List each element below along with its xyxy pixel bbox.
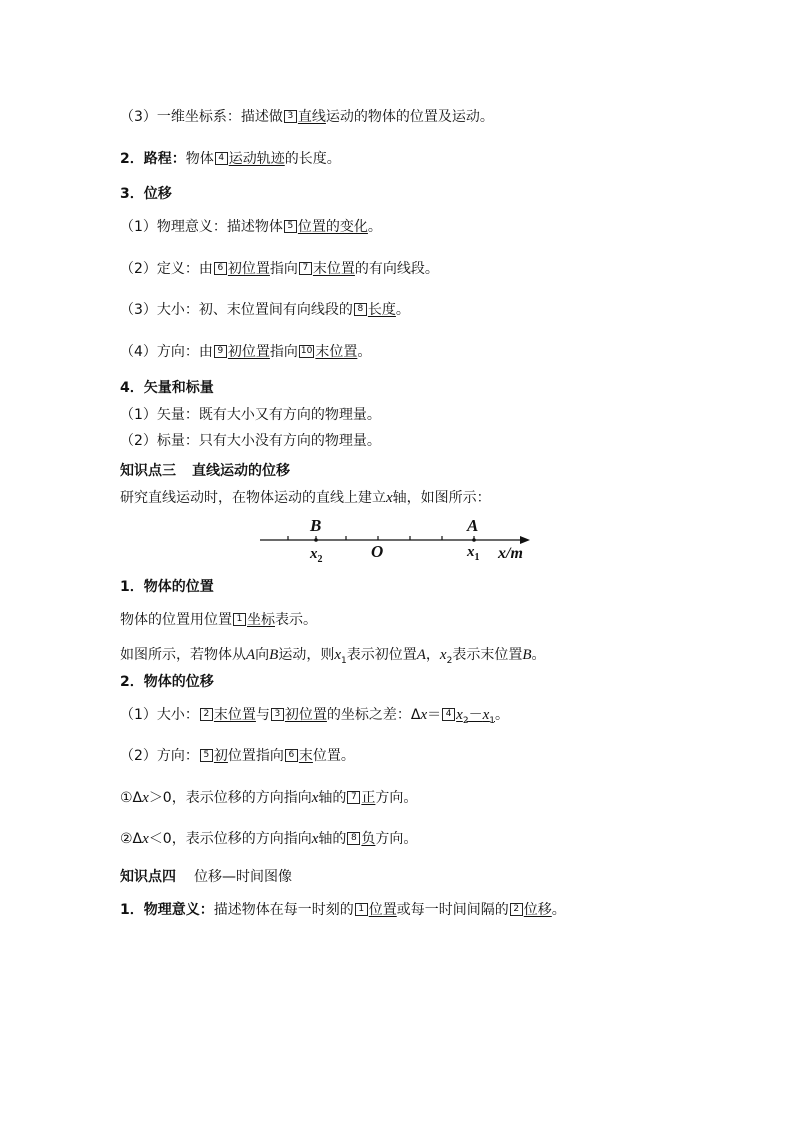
- blank-number-box: 2: [200, 708, 213, 721]
- blank-number-box: 8: [347, 832, 360, 845]
- line-xt-meaning: 1．物理意义：描述物体在每一时刻的 1 位置或每一时间间隔的 2 位移。: [120, 902, 566, 918]
- blank-number-box: 5: [284, 220, 297, 233]
- label-origin: O: [371, 542, 384, 561]
- heading-knowledge-point-4: 知识点四 位移—时间图像: [120, 869, 292, 885]
- answer-text: 末位置: [312, 261, 355, 277]
- answer-text: 末位置: [315, 344, 358, 360]
- heading-object-displacement: 2．物体的位移: [120, 674, 214, 690]
- blank-number-box: 3: [271, 708, 284, 721]
- blank-number-box: 1: [355, 903, 368, 916]
- answer-text: 长度: [367, 302, 396, 318]
- blank-number-box: 2: [510, 903, 523, 916]
- line-positive-direction: ①Δx＞0，表示位移的方向指向x轴的 7 正方向。: [120, 790, 418, 806]
- blank-number-box: 10: [300, 346, 313, 356]
- label-b: B: [310, 516, 322, 535]
- label-x2: $x_2$: [310, 546, 323, 565]
- line-figure-explanation: 如图所示，若物体从A向B运动，则$x_1$表示初位置A，$x_2$表示末位置B。: [120, 647, 546, 666]
- line-scalar: （2）标量：只有大小没有方向的物理量。: [120, 433, 381, 449]
- line-negative-direction: ②Δx＜0，表示位移的方向指向x轴的 8 负方向。: [120, 831, 418, 847]
- section-heading-displacement: 3．位移: [120, 186, 172, 202]
- line-magnitude: （3）大小：初、末位置间有向线段的 8 长度。: [120, 302, 410, 318]
- answer-text: 位移: [523, 902, 552, 918]
- line-1d-coordinate: （3）一维坐标系：描述做 3 直线运动的物体的位置及运动。: [120, 109, 494, 125]
- blank-number-box: 6: [214, 262, 227, 275]
- answer-text: 初: [213, 748, 228, 764]
- answer-text: 直线: [297, 109, 326, 125]
- heading-knowledge-point-3: 知识点三 直线运动的位移: [120, 463, 290, 479]
- axis-arrow-icon: [520, 536, 530, 544]
- line-path-length: 2．路程：物体 4 运动轨迹的长度。: [120, 151, 341, 167]
- blank-number-box: 7: [299, 262, 312, 275]
- answer-text: 末位置: [213, 707, 256, 723]
- point-a-marker: [472, 538, 476, 542]
- answer-text: 负: [361, 831, 376, 847]
- number-line-figure: [258, 510, 538, 572]
- point-b-marker: [314, 538, 318, 542]
- line-definition: （2）定义：由 6 初位置指向 7 末位置的有向线段。: [120, 261, 439, 277]
- line-physical-meaning: （1）物理意义：描述物体 5 位置的变化。: [120, 219, 382, 235]
- blank-number-box: 5: [200, 749, 213, 762]
- blank-number-box: 8: [354, 303, 367, 316]
- line-vector: （1）矢量：既有大小又有方向的物理量。: [120, 407, 381, 423]
- answer-text: 坐标: [247, 612, 275, 628]
- answer-text: 正: [361, 790, 376, 806]
- line-study-intro: 研究直线运动时，在物体运动的直线上建立x轴，如图所示：: [120, 490, 491, 506]
- blank-number-box: 4: [215, 152, 228, 165]
- axis-unit-label: x/m: [498, 545, 523, 562]
- blank-number-box: 9: [214, 345, 227, 358]
- answer-formula: $x_2-x_1$: [456, 707, 495, 726]
- line-position-coordinate: 物体的位置用位置 1 坐标表示。: [120, 612, 317, 628]
- answer-text: 初位置: [227, 344, 270, 360]
- answer-text: 位置的变化: [297, 219, 368, 235]
- answer-text: 初位置: [284, 707, 327, 723]
- line-displacement-direction: （2）方向： 5 初位置指向 6 末位置。: [120, 748, 355, 764]
- blank-number-box: 3: [284, 110, 297, 123]
- blank-number-box: 6: [285, 749, 298, 762]
- answer-text: 初位置: [227, 261, 270, 277]
- section-heading-vector-scalar: 4．矢量和标量: [120, 380, 214, 396]
- blank-number-box: 1: [233, 613, 246, 626]
- answer-text: 运动轨迹: [228, 151, 285, 167]
- line-direction: （4）方向：由 9 初位置指向 10 末位置。: [120, 344, 372, 360]
- label-x1: $x_1$: [467, 544, 480, 563]
- heading-object-position: 1．物体的位置: [120, 579, 214, 595]
- answer-text: 位置: [368, 902, 397, 918]
- label-a: A: [467, 516, 479, 535]
- blank-number-box: 7: [347, 791, 360, 804]
- blank-number-box: 4: [442, 708, 455, 721]
- line-displacement-magnitude: （1）大小： 2 末位置与 3 初位置的坐标之差：Δx＝ 4 $x_2-x_1$。: [120, 707, 509, 726]
- answer-text: 末: [298, 748, 313, 764]
